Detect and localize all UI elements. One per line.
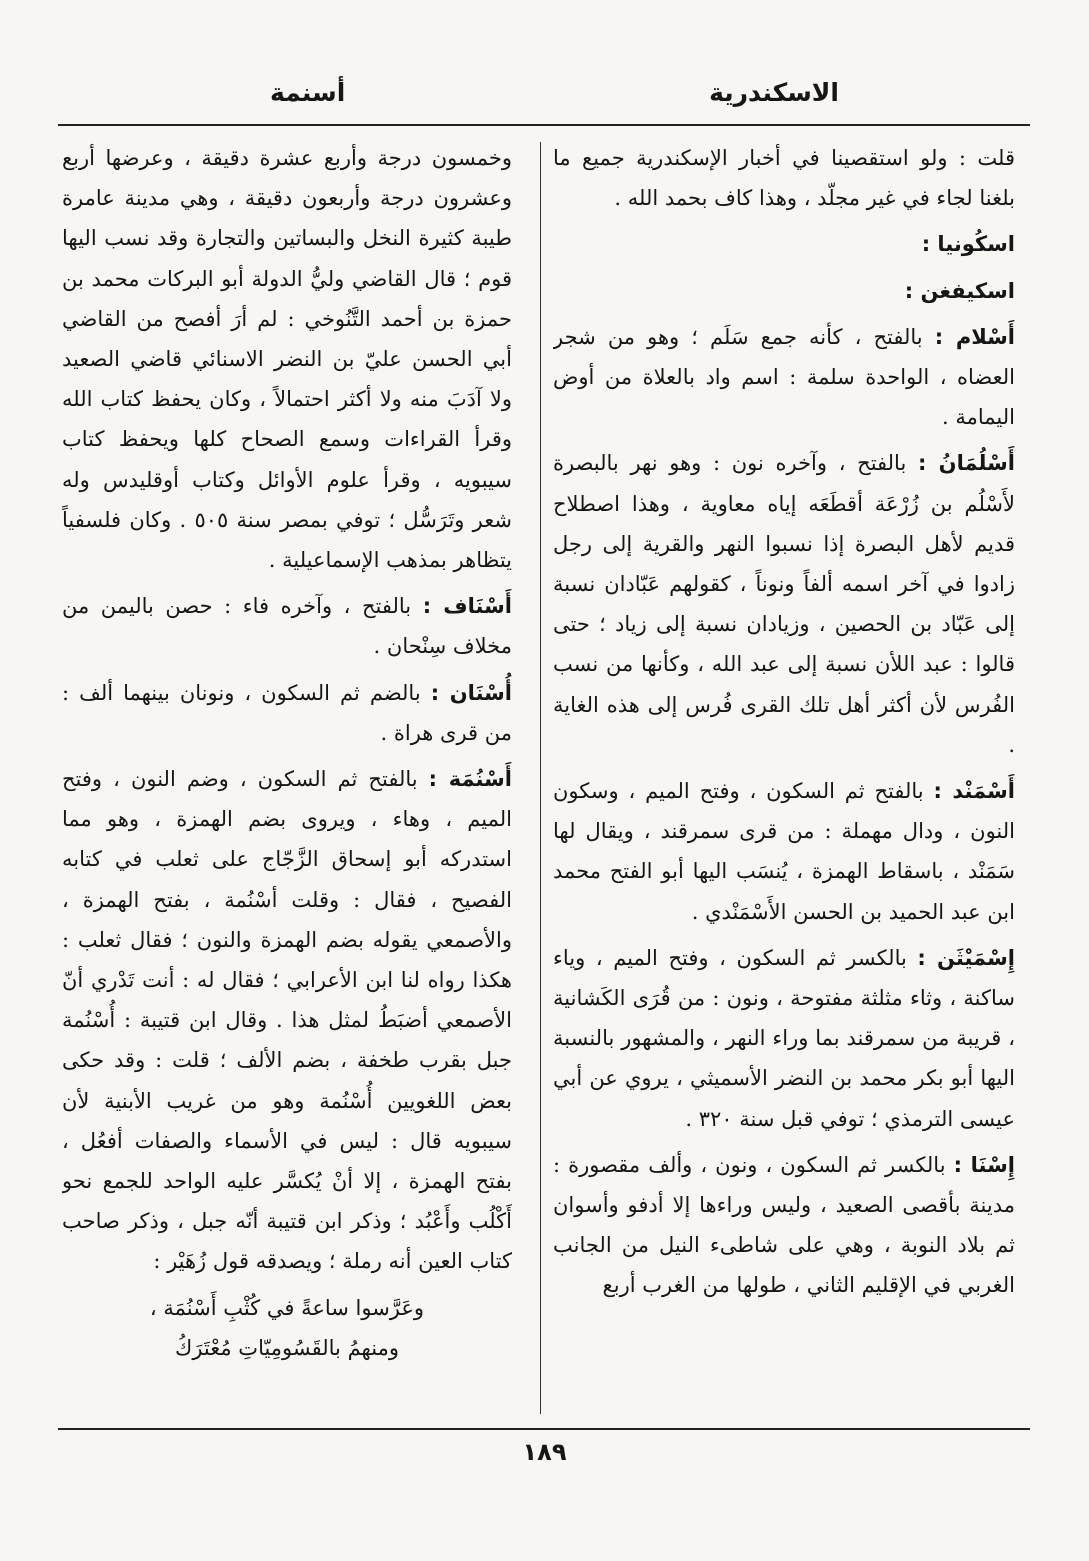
- entry-text: بالفتح ثم السكون ، وفتح الميم ، وسكون النون ، ودال مهملة : من قرى سمرقند ، ويقال لها سَمَنْد ، باسقاط الهمزة ، يُنسَب اليها أبو الفتح محمد ابن عبد الحميد بن الحسن الأَسْمَنْدي .: [553, 779, 1015, 924]
- poem-line: ومنهمُ بالقَسُومِيّاتِ مُعْتَرَكُ: [175, 1335, 399, 1360]
- entry-headword: اسكُونيا :: [921, 232, 1015, 257]
- entry-text: بالفتح ، كأنه جمع سَلَم ؛ وهو من شجر العضاه ، الواحدة سلمة : اسم واد بالعلاة من أوض اليمامة .: [553, 324, 1015, 430]
- page-number: ١٨٩: [522, 1438, 567, 1466]
- entry-text: بالفتح ، وآخره نون : وهو نهر بالبصرة لأَسْلُم بن زُرْعَة أقطَعَه إياه معاوية ، وهذا اصطلاح قديم لأهل البصرة إذا نسبوا النهر والقرية إلى رجل زادوا في آخر اسمه ألفاً ونوناً ، كقولهم عَبّادان نسبة إلى عَبّاد بن الحصين ، وزيادان نسبة إلى زياد ؛ حتى قالوا : عبد اللأن نسبة إلى عبد الله ، وكأنها من نسب الفُرس لأن أكثر أهل تلك القرى فُرس إلى هذه الغاية .: [553, 451, 1015, 757]
- entry-aslumanu: [553, 443, 1015, 765]
- entry-headword: اسكيفغن :: [904, 278, 1015, 303]
- entry-headword: أَسْنَاف :: [422, 594, 512, 619]
- entry-iskandariya-end: [553, 138, 1015, 218]
- column-divider: [540, 142, 541, 1414]
- entry-text: وخمسون درجة وأربع عشرة دقيقة ، وعرضها أربع وعشرون درجة وأربعون دقيقة ، وهي مدينة عامرة طيبة كثيرة النخل والبساتين والتجارة وقد نسب اليها قوم ؛ قال القاضي وليُّ الدولة أبو البركات محمد بن حمزة بن أحمد التَّنُوخي : لم أرَ أفصح من القاضي أبي الحسن عليّ بن النضر الاسنائي قاضي الصعيد ولا آدَبَ منه ولا أكثر احتمالاً ، وكان يحفظ كتاب الله وقرأ القراءات وسمع الصحاح كلها ويحفظ كتاب سيبويه ، وقرأ علوم الأوائل وكتاب أوقليدس وله شعر وتَرَسُّل ؛ توفي بمصر سنة ٥٠٥ . وكان فلسفياً يتظاهر بمذهب الإسماعيلية .: [62, 146, 512, 573]
- entry-headword: إِسْمَيْثَن :: [917, 945, 1015, 970]
- entry-headword: أَسْلام :: [934, 324, 1015, 349]
- entry-headword: أَسْمَنْد :: [933, 779, 1015, 804]
- running-head-right: الاسكندرية: [709, 78, 839, 107]
- entry-asnaf: [62, 586, 512, 666]
- entry-isna-continued: [62, 138, 512, 580]
- entry-text: بالكسر ثم السكون ، ونون ، وألف مقصورة : مدينة بأقصى الصعيد ، وليس وراءها إلا أدفو وأسوان ثم بلاد النوبة ، وهي على شاطىء النيل من الجانب الغربي في الإقليم الثاني ، طولها من الغرب أربع: [553, 1152, 1015, 1298]
- entry-iskifghan: [553, 271, 1015, 311]
- entry-text: بالكسر ثم السكون ، وفتح الميم ، وياء ساكنة ، وثاء مثلثة مفتوحة ، ونون : من قُرَى الكَشانية ، قريبة من سمرقند بما وراء النهر ، والمشهور بالنسبة اليها أبو بكر محمد بن النضر الأسميثي ، يروي عن أبي عيسى الترمذي ؛ توفي قبل سنة ٣٢٠ .: [553, 945, 1015, 1131]
- entry-text: قلت : ولو استقصينا في أخبار الإسكندرية جميع ما بلغنا لجاء في غير مجلّد ، وهذا كاف بحمد الله .: [553, 146, 1015, 211]
- entry-iskuniya: [553, 224, 1015, 264]
- entry-usnan: [62, 673, 512, 753]
- footer-rule: [58, 1428, 1030, 1430]
- entry-text: بالفتح ، وآخره فاء : حصن باليمن من مخلاف سِنْحان .: [62, 594, 512, 659]
- running-head: [60, 72, 1029, 116]
- entry-text: بالفتح ثم السكون ، وضم النون ، وفتح الميم ، وهاء ، ويروى بضم الهمزة ، وهو مما استدركه أبو إسحاق الزَّجّاج على ثعلب في كتابه الفصيح ، فقال : وقلت أسْنُمة ، بفتح الهمزة ، والأصمعي يقوله بضم الهمزة والنون ؛ فقال ثعلب : هكذا رواه لنا ابن الأعرابي ؛ فقال له : أنت تَدْري أنّ الأصمعي أضبَطُ لمثل هذا . وقال ابن قتيبة : أُسْنُمة جبل بقرب طخفة ، بضم الألف ؛ قلت : وقد حكى بعض اللغويين أُسْنُمة وهو من غريب الأبنية لأن سيبويه قال : ليس في الأسماء والصفات أفعُل ، بفتح الهمزة ، إلا أنْ يُكسَّر عليه الواحد للجمع نحو أَكْلُب وأَعْبُد ؛ وذكر ابن قتيبة أنّه جبل ، وذكر صاحب كتاب العين أنه رملة ؛ ويصدقه قول زُهَيْر :: [62, 767, 512, 1274]
- entry-text: بالضم ثم السكون ، ونونان بينهما ألف : من قرى هراة .: [62, 680, 512, 745]
- entry-headword: أُسْنَان :: [430, 680, 512, 705]
- poem-verse: [62, 1288, 512, 1368]
- running-head-left: أسنمة: [270, 78, 346, 107]
- entry-aslam: [553, 317, 1015, 438]
- entry-headword: أَسْلُمَانُ :: [917, 451, 1015, 476]
- entry-asnuma: [62, 759, 512, 1282]
- entry-asmand: [553, 771, 1015, 932]
- entry-ismaythan: [553, 938, 1015, 1139]
- header-rule: [58, 124, 1030, 126]
- poem-line: وعَرَّسوا ساعةً في كُثْبِ أَسْنُمَة ،: [149, 1295, 425, 1320]
- entry-headword: إِسْنَا :: [953, 1152, 1015, 1177]
- entry-headword: أَسْنُمَة :: [428, 767, 512, 792]
- left-column: [62, 138, 512, 1418]
- entry-isna: [553, 1145, 1015, 1306]
- right-column: [553, 138, 1015, 1418]
